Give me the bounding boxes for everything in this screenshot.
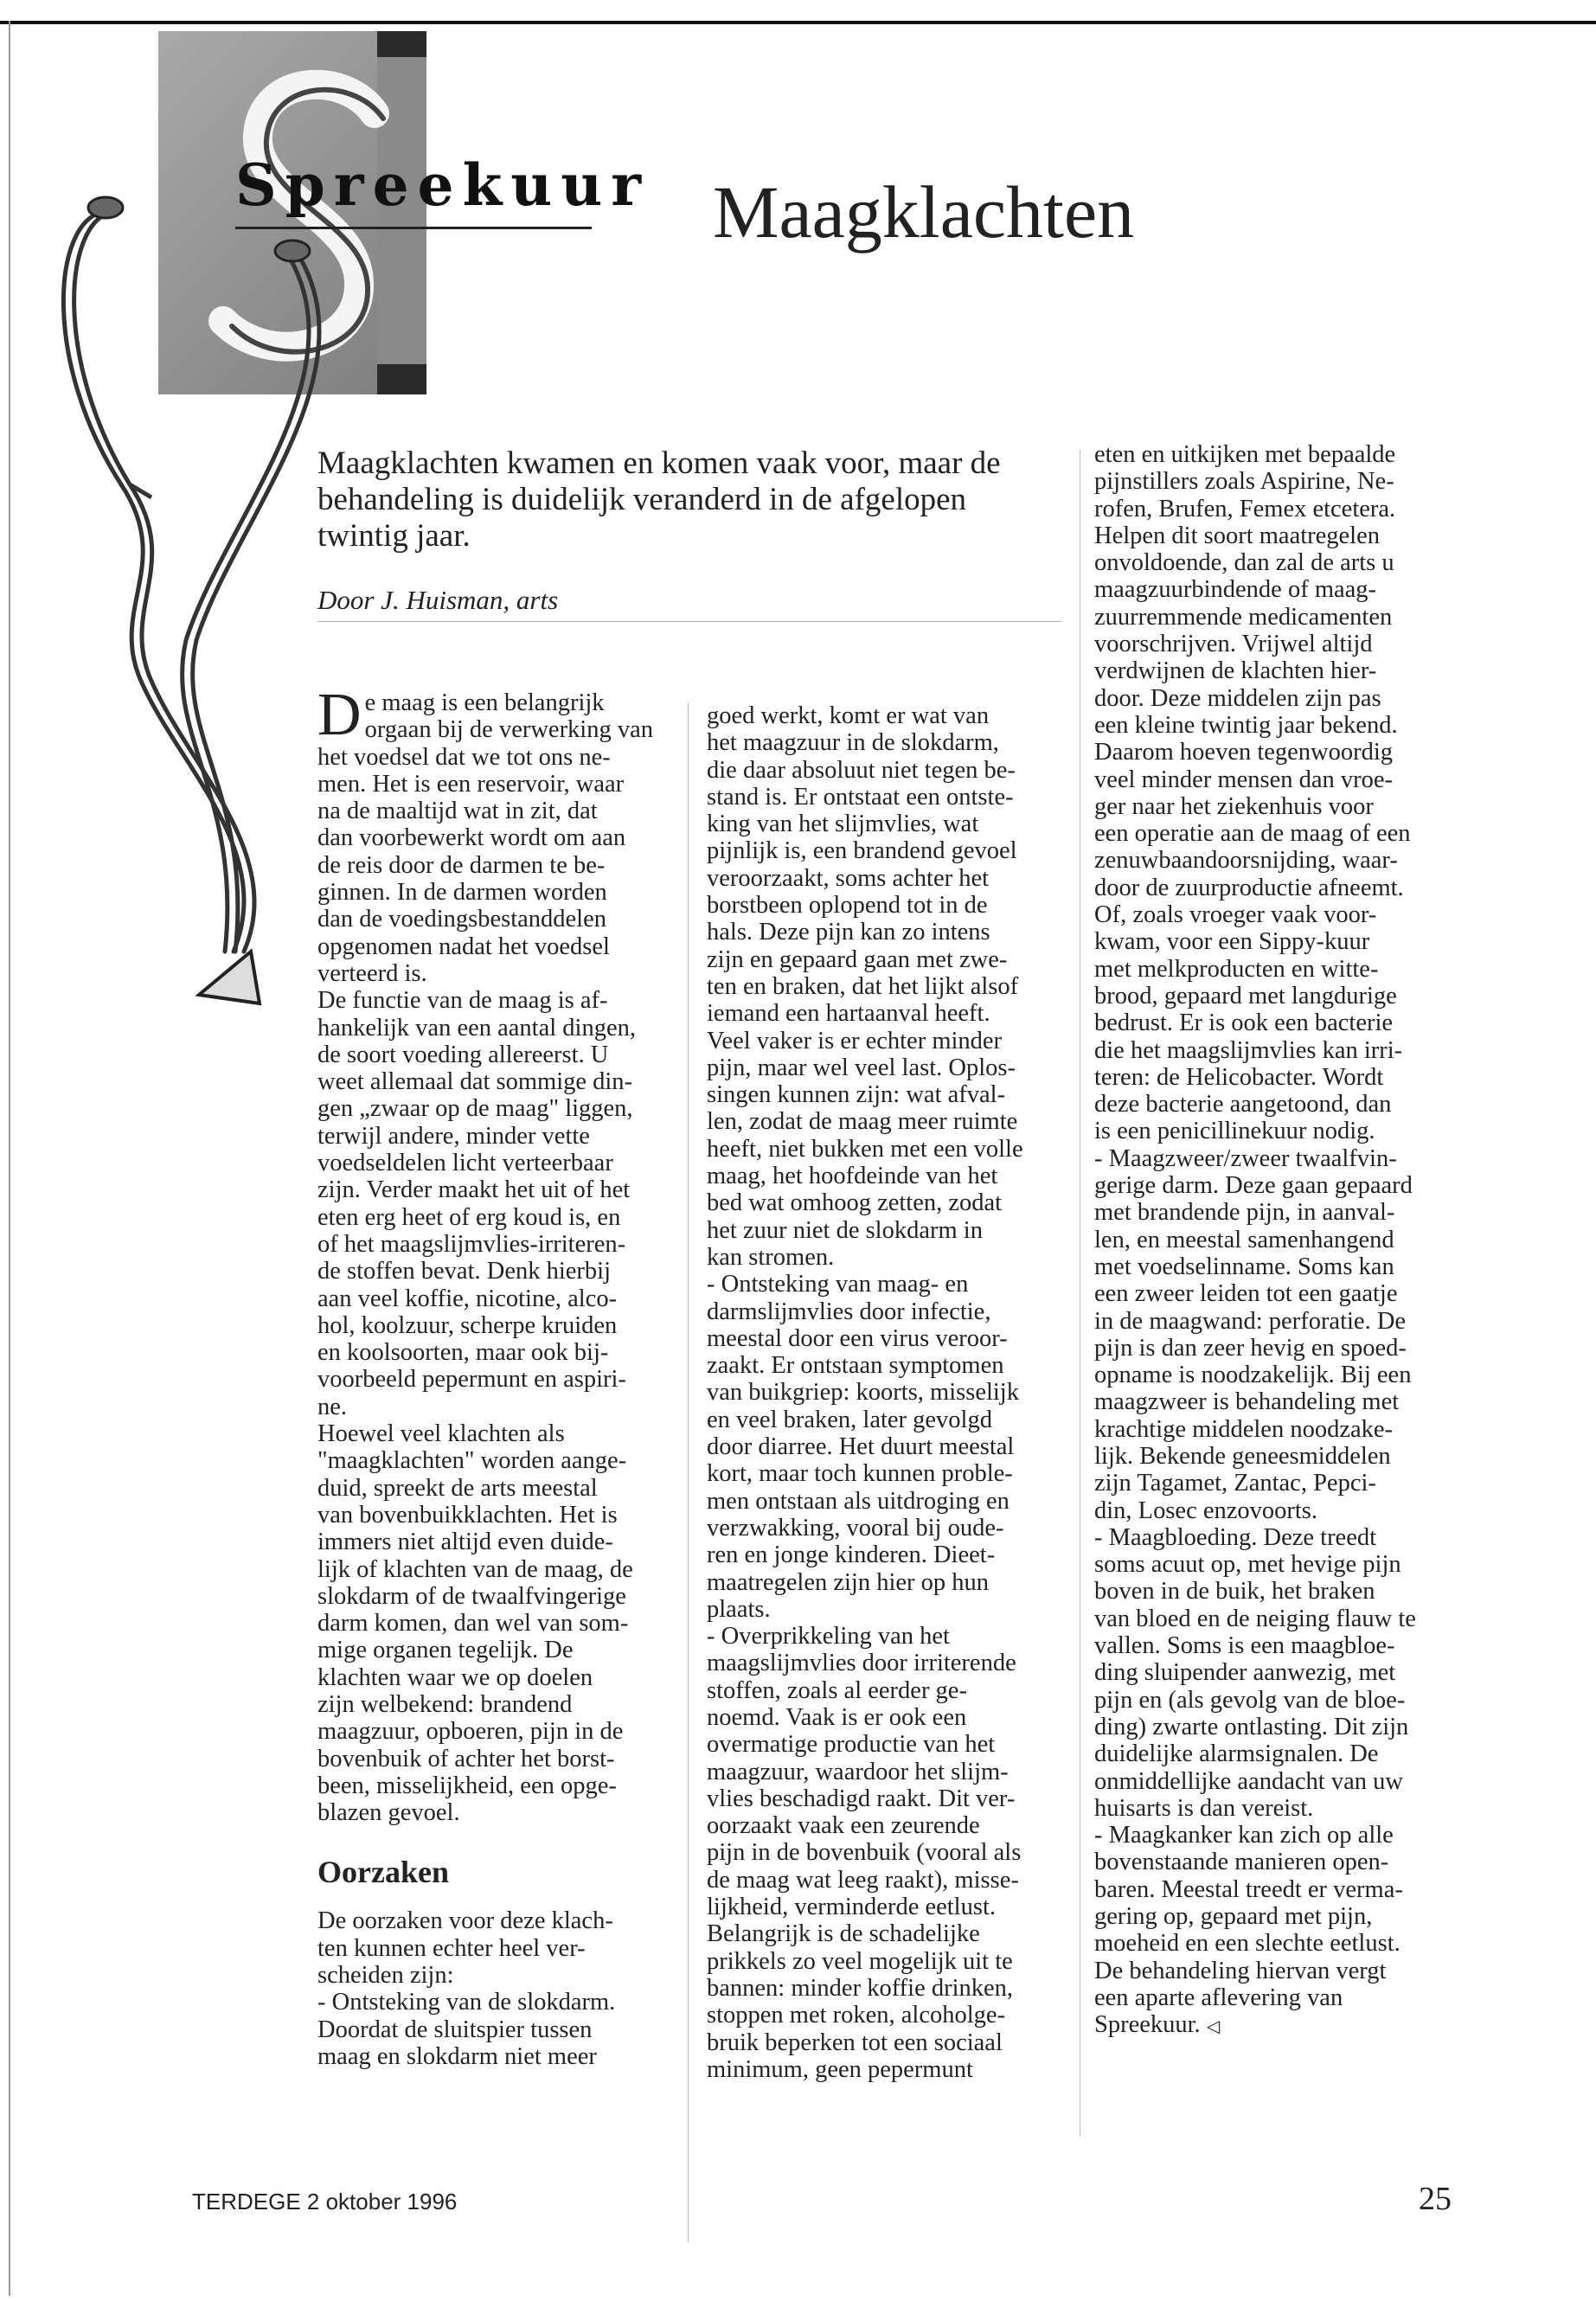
column-1-text	[317, 682, 672, 1827]
text-line: ten en braken, dat het lijkt alsof	[707, 972, 1019, 1000]
text-line: Daarom hoeven tegenwoordig	[1094, 739, 1394, 766]
text-line: lijk of klachten van de maag, de	[317, 1555, 633, 1583]
text-line: bovenbuik of achter het borst-	[317, 1745, 615, 1772]
text-line: teren: de Helicobacter. Wordt	[1094, 1063, 1384, 1091]
text-line: veroorzaakt, soms achter het	[707, 864, 990, 892]
text-line: dan voorbewerkt wordt om aan	[317, 824, 626, 852]
text-line: darmslijmvlies door infectie,	[707, 1298, 991, 1325]
text-line: pijn in de bovenbuik (vooral als	[707, 1839, 1022, 1867]
text-line: verteerd is.	[317, 959, 427, 987]
text-line: pijn en (als gevolg van de bloe-	[1094, 1686, 1406, 1714]
text-line: opgenomen nadat het voedsel	[317, 933, 610, 960]
text-line: een aparte aflevering van	[1094, 1984, 1343, 2011]
article-column-1	[317, 682, 672, 2070]
text-line: duidelijke alarmsignalen. De	[1094, 1740, 1379, 1768]
text-line: din, Losec enzovoorts.	[1094, 1497, 1318, 1524]
text-line: met melkproducten en witte-	[1094, 955, 1379, 983]
earpiece-left-icon	[88, 197, 123, 218]
text-line: bruik beperken tot een sociaal	[707, 2029, 1003, 2056]
text-line: hals. Deze pijn kan zo intens	[707, 919, 990, 946]
text-line: men. Het is een reservoir, waar	[317, 770, 625, 798]
footer-publication: TERDEGE 2 oktober 1996	[192, 2189, 458, 2214]
text-line: deze bacterie aangetoond, dan	[1094, 1091, 1392, 1118]
text-line: voorschrijven. Vrijwel altijd	[1094, 631, 1373, 658]
text-line: Doordat de sluitspier tussen	[317, 2016, 593, 2043]
text-line: meestal door een virus veroor-	[707, 1324, 1008, 1352]
text-line: maag, het hoofdeinde van het	[707, 1163, 998, 1190]
page-number: 25	[1419, 2181, 1452, 2217]
text-line: pijnlijk is, een brandend gevoel	[707, 837, 1017, 865]
text-line: vlies beschadigd raakt. Dit ver-	[707, 1785, 1016, 1812]
text-line: terwijl andere, minder vette	[317, 1122, 590, 1150]
text-line: men ontstaan als uitdroging en	[707, 1487, 1010, 1515]
text-line: maagslijmvlies door irriterende	[707, 1650, 1016, 1677]
text-line: het voedsel dat we tot ons ne-	[317, 743, 611, 771]
text-line: len, en meestal samenhangend	[1094, 1226, 1394, 1253]
text-line: zaakt. Er ontstaan symptomen	[707, 1352, 1004, 1380]
text-line: de soort voeding allereerst. U	[317, 1041, 609, 1068]
text-line: baren. Meestal treedt er verma-	[1094, 1875, 1403, 1903]
text-line: de maag wat leeg raakt), misse-	[707, 1866, 1019, 1894]
text-line: is een penicillinekuur nodig.	[1094, 1118, 1375, 1145]
text-line: slokdarm of de twaalfvingerige	[317, 1582, 626, 1610]
text-line: prikkels zo veel mogelijk uit te	[707, 1947, 1013, 1975]
text-line: het maagzuur in de slokdarm,	[707, 729, 999, 757]
intro-lead: Maagklachten kwamen en komen vaak voor, maar de behandeling is duidelijk veranderd in de afgelopen twintig jaar.	[317, 445, 1001, 554]
text-line: Belangrijk is de schadelijke	[707, 1920, 980, 1948]
text-line: met voedselinname. Soms kan	[1094, 1253, 1394, 1280]
text-line: oorzaakt vaak een zeurende	[707, 1812, 980, 1840]
text-line: voedseldelen licht verteerbaar	[317, 1150, 613, 1177]
text-line: boven in de buik, het braken	[1094, 1578, 1375, 1606]
text-line: e maag is een belangrijk	[364, 689, 605, 716]
text-line: van bloed en de neiging flauw te	[1094, 1605, 1416, 1632]
text-line: - Ontsteking van de slokdarm.	[317, 1989, 616, 2016]
text-line: plaats.	[707, 1595, 771, 1623]
text-line: door diarree. Het duurt meestal	[707, 1433, 1015, 1461]
text-line: "maagklachten" worden aange-	[317, 1447, 627, 1475]
text-line: blazen gevoel.	[317, 1799, 460, 1827]
text-line: zuurremmende medicamenten	[1094, 603, 1393, 631]
text-line: ren en jonge kinderen. Dieet-	[707, 1541, 996, 1569]
text-line: met brandende pijn, in aanval-	[1094, 1199, 1395, 1227]
column-3-last-line	[1094, 2011, 1449, 2041]
text-line: - Overprikkeling van het	[707, 1623, 950, 1650]
text-line: een kleine twintig jaar bekend.	[1094, 711, 1398, 739]
article-column-3	[1094, 441, 1449, 2041]
end-mark-icon: ◁	[1206, 2017, 1221, 2037]
text-line: pijnstillers zoals Aspirine, Ne-	[1094, 468, 1394, 496]
text-line: bannen: minder koffie drinken,	[707, 1974, 1014, 2002]
text-line: de stoffen bevat. Denk hierbij	[317, 1258, 611, 1285]
text-line: zijn welbekend: brandend	[317, 1690, 573, 1718]
column-3-text	[1094, 441, 1449, 2011]
text-line: ger naar het ziekenhuis voor	[1094, 792, 1374, 820]
text-line: - Maagbloeding. Deze treedt	[1094, 1523, 1377, 1551]
text-line: de reis door de darmen te be-	[317, 851, 606, 879]
text-line: - Ontsteking van maag- en	[707, 1271, 969, 1298]
text-line: of het maagslijmvlies-irriteren-	[317, 1230, 626, 1258]
text-line: eten erg heet of erg koud is, en	[317, 1203, 621, 1231]
text-line: aan veel koffie, nicotine, alco-	[317, 1285, 618, 1312]
text-line: - Maagkanker kan zich op alle	[1094, 1822, 1394, 1849]
column-divider-1	[688, 702, 689, 2242]
text-line: scheiden zijn:	[317, 1962, 454, 1990]
text-line: hankelijk van een aantal dingen,	[317, 1014, 636, 1042]
text-line: ginnen. In de darmen worden	[317, 879, 607, 907]
text-line: noemd. Vaak is er ook een	[707, 1703, 967, 1731]
text-line: pijn, maar wel veel last. Oplos-	[707, 1054, 1016, 1081]
text-line: maagzuur, waardoor het slijm-	[707, 1758, 1009, 1785]
rubric-underline	[235, 227, 592, 229]
text-line: bedrust. Er is ook een bacterie	[1094, 1009, 1394, 1037]
text-line: die daar absoluut niet tegen be-	[707, 756, 1016, 784]
text-line: De behandeling hiervan vergt	[1094, 1957, 1387, 1984]
text-line: klachten waar we op doelen	[317, 1663, 593, 1691]
text-line: dan de voedingsbestanddelen	[317, 906, 606, 933]
earpiece-right-icon	[275, 240, 310, 261]
text-line: in de maagwand: perforatie. De	[1094, 1307, 1407, 1335]
text-line: onmiddellijke aandacht van uw	[1094, 1767, 1403, 1795]
text-line: gering op, gepaard met pijn,	[1094, 1903, 1373, 1931]
text-line: gen „zwaar op de maag" liggen,	[317, 1095, 633, 1123]
text-line: ding sluipender aanwezig, met	[1094, 1659, 1396, 1687]
text-line: borstbeen oplopend tot in de	[707, 892, 988, 920]
text-line: king van het slijmvlies, wat	[707, 811, 979, 838]
text-line: gerige darm. Deze gaan gepaard	[1094, 1172, 1413, 1200]
text-line: heeft, niet bukken met een volle	[707, 1135, 1023, 1163]
text-line: kan stromen.	[707, 1243, 835, 1271]
text-line: zenuwbaandoorsnijding, waar-	[1094, 847, 1398, 875]
text-line: krachtige middelen noodzake-	[1094, 1415, 1394, 1443]
text-line: en koolsoorten, maar ook bij-	[317, 1339, 609, 1367]
text-line: kwam, voor een Sippy-kuur	[1094, 928, 1370, 956]
text-line: en veel braken, later gevolgd	[707, 1406, 992, 1433]
text-line: duid, spreekt de arts meestal	[317, 1474, 598, 1502]
text-line: lijk. Bekende geneesmiddelen	[1094, 1442, 1391, 1470]
text-line: onvoldoende, dan zal de arts u	[1094, 549, 1394, 577]
text-line: een operatie aan de maag of een	[1094, 820, 1411, 848]
text-line: voorbeeld pepermunt en aspiri-	[317, 1366, 626, 1394]
text-line: rofen, Brufen, Femex etcetera.	[1094, 495, 1396, 522]
text-line: Veel vaker is er echter minder	[707, 1027, 1003, 1054]
text-line: maagzuur, opboeren, pijn in de	[317, 1718, 624, 1746]
text-line: iemand een hartaanval heeft.	[707, 1000, 990, 1028]
text-line: pijn is dan zeer hevig en spoed-	[1094, 1334, 1407, 1362]
text-line: brood, gepaard met langdurige	[1094, 982, 1397, 1009]
text-line: orgaan bij de verwerking van	[364, 716, 654, 744]
text-line: Of, zoals vroeger vaak voor-	[1094, 901, 1377, 929]
text-line: van buikgriep: koorts, misselijk	[707, 1379, 1019, 1407]
text-line: soms acuut op, met hevige pijn	[1094, 1551, 1401, 1579]
text-line: kort, maar toch kunnen proble-	[707, 1460, 1013, 1488]
text-line: stoffen, zoals al eerder ge-	[707, 1676, 967, 1704]
text-line: verzwakking, vooral bij oude-	[707, 1514, 1004, 1541]
text-line: overmatige productie van het	[707, 1731, 996, 1759]
text-line: het zuur niet de slokdarm in	[707, 1216, 983, 1244]
rubric-label: Spreekuur	[235, 151, 651, 219]
text-line: zijn en gepaard gaan met zwe-	[707, 945, 1008, 973]
page-title: Maagklachten	[713, 170, 1135, 253]
text-line: bovenstaande manieren open-	[1094, 1849, 1389, 1876]
text-line: maagzuurbindende of maag-	[1094, 576, 1377, 604]
text-line: ne.	[317, 1393, 348, 1420]
text-line: na de maaltijd wat in zit, dat	[317, 798, 598, 825]
text-line: die het maagslijmvlies kan irri-	[1094, 1036, 1403, 1064]
text-line: stand is. Er ontstaat een ontste-	[707, 783, 1014, 811]
text-line: goed werkt, komt er wat van	[707, 702, 990, 729]
article-column-2	[707, 702, 1061, 2083]
text-line: verdwijnen de klachten hier-	[1094, 657, 1377, 685]
text-line: moeheid en een slechte eetlust.	[1094, 1930, 1401, 1958]
text-line: - Maagzweer/zweer twaalfvin-	[1094, 1144, 1397, 1172]
text-line: darm komen, dan wel van som-	[317, 1610, 629, 1638]
text-line: mige organen tegelijk. De	[317, 1637, 574, 1664]
text-line: weet allemaal dat sommige din-	[317, 1068, 633, 1096]
text-line: door. Deze middelen zijn pas	[1094, 684, 1381, 712]
section-heading-oorzaken: Oorzaken	[317, 1855, 449, 1890]
text-line: Hoewel veel klachten als	[317, 1420, 565, 1448]
text-line: stoppen met roken, alcoholge-	[707, 2002, 1006, 2029]
text-line: Helpen dit soort maatregelen	[1094, 522, 1381, 549]
text-line: zijn Tagamet, Zantac, Pepci-	[1094, 1470, 1376, 1497]
text-line: huisarts is dan vereist.	[1094, 1794, 1314, 1822]
text-line: een zweer leiden tot een gaatje	[1094, 1280, 1398, 1308]
text-line: veel minder mensen dan vroe-	[1094, 766, 1394, 793]
text-line: len, zodat de maag meer ruimte	[707, 1108, 1018, 1136]
text-line: ding) zwarte ontlasting. Dit zijn	[1094, 1713, 1409, 1740]
text-line: zijn. Verder maakt het uit of het	[317, 1176, 631, 1204]
text-line: lijkheid, verminderde eetlust.	[707, 1894, 996, 1921]
chestpiece-icon	[199, 952, 260, 1003]
text-line: singen kunnen zijn: wat afval-	[707, 1081, 1006, 1109]
text-line: vallen. Soms is een maagbloe-	[1094, 1632, 1395, 1660]
text-line: opname is noodzakelijk. Bij een	[1094, 1362, 1412, 1389]
text-line: immers niet altijd even duide-	[317, 1529, 613, 1556]
intro-divider	[317, 621, 1061, 622]
author-byline: Door J. Huisman, arts	[317, 585, 559, 615]
drop-cap: D	[317, 682, 362, 748]
text-line: hol, koolzuur, scherpe kruiden	[317, 1311, 618, 1339]
text-line: bed wat omhoog zetten, zodat	[707, 1189, 1003, 1217]
text-line: door de zuurproductie afneemt.	[1094, 874, 1404, 901]
text-line: minimum, geen pepermunt	[707, 2055, 973, 2083]
column-1-text-after	[317, 1907, 672, 2070]
text-line: been, misselijkheid, een opge-	[317, 1772, 617, 1799]
text-line: De oorzaken voor deze klach-	[317, 1907, 613, 1935]
text-line: De functie van de maag is af-	[317, 987, 608, 1015]
closing-word: Spreekuur.	[1094, 2011, 1201, 2039]
column-2-text	[707, 702, 1061, 2083]
text-line: maag en slokdarm niet meer	[317, 2042, 597, 2070]
text-line: van bovenbuikklachten. Het is	[317, 1501, 618, 1529]
text-line: ten kunnen echter heel ver-	[317, 1934, 586, 1962]
text-line: eten en uitkijken met bepaalde	[1094, 441, 1396, 468]
text-line: maagzweer is behandeling met	[1094, 1388, 1400, 1416]
text-line: maatregelen zijn hier op hun	[707, 1568, 990, 1596]
